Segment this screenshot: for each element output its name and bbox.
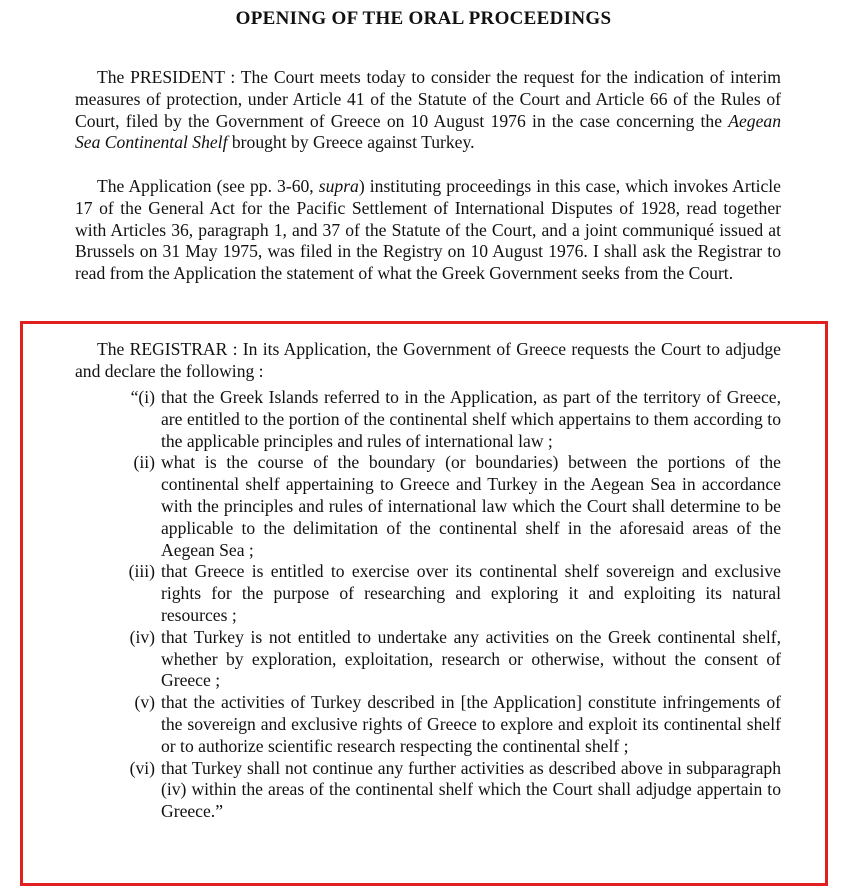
- item-text: that Greece is entitled to exercise over its continental shelf sovereign and exclusive rights for the purpose of researching and exploring it and exploiting its natural resources ;: [161, 561, 781, 625]
- paragraph-text: The Application (see pp. 3-60,: [97, 176, 319, 196]
- item-number: “(i): [130, 387, 155, 407]
- paragraph-text: The Court meets today to consider the request for the indication of interim measures of protection, under Article 41 of the Statute of the Court and Article 66 of the Rules of Court, filed by the Government of Greece on 10 August 1976 in the case concerning the: [75, 67, 781, 131]
- list-item: [75, 561, 781, 626]
- item-number: (v): [134, 692, 155, 713]
- request-list: [75, 387, 781, 823]
- item-number: (ii): [133, 452, 155, 473]
- speaker-registrar: The REGISTRAR :: [97, 339, 238, 359]
- case-title: Aegean Sea Continental Shelf: [75, 110, 781, 153]
- item-text: that the Greek Islands referred to in the Application, as part of the territory of Greece, are entitled to the portion of the continental shelf which appertains to them according to the applicable principles and rules of international law ;: [161, 387, 781, 451]
- list-item: [75, 452, 781, 561]
- item-text: that the activities of Turkey described in [the Application] constitute infringements of the sovereign and exclusive rights of Greece to explore and exploit its continental shelf or to authorize scientific research respecting the continental shelf ;: [161, 692, 781, 756]
- item-text: that Turkey is not entitled to undertake any activities on the Greek continental shelf, whether by exploration, exploitation, research or otherwise, without the consent of Greece ;: [161, 626, 781, 691]
- list-item: [75, 387, 781, 452]
- application-paragraph: [75, 176, 781, 317]
- list-item: [75, 627, 781, 692]
- supra-reference: supra: [318, 176, 359, 196]
- item-number: (iii): [128, 561, 155, 582]
- registrar-paragraph: [75, 339, 781, 383]
- section-heading: OPENING OF THE ORAL PROCEEDINGS: [235, 8, 612, 29]
- paragraph-text: In its Application, the Government of Greece requests the Court to adjudge and declare the following :: [75, 339, 781, 381]
- paragraph-text: brought by Greece against Turkey.: [227, 132, 475, 153]
- item-number: (vi): [129, 757, 155, 778]
- list-item: [75, 758, 781, 823]
- item-number: (iv): [129, 626, 155, 647]
- item-text: what is the course of the boundary (or boundaries) between the portions of the continental shelf appertaining to Greece and Turkey in the Aegean Sea in accordance with the principles and rules of international law which the Court shall determine to be applicable to the delimitation of the continental shelf in the aforesaid areas of the Aegean Sea ;: [161, 452, 781, 560]
- item-text: that Turkey shall not continue any further activities as described above in subparagraph (iv) within the areas of the continental shelf which the Court shall adjudge appertain to Greece.”: [161, 757, 781, 822]
- president-paragraph: [75, 67, 781, 154]
- speaker-president: The PRESIDENT :: [97, 67, 236, 87]
- list-item: [75, 692, 781, 757]
- paragraph-text: ) instituting proceedings in this case, which invokes Article 17 of the General Act for the Pacific Settlement of International Disputes of 1928, read together with Articles 36, paragraph 1, and 37 of the Statute of the Court, and a joint communiqué issued at Brussels on 31 May 1975, was filed in the Registry on 10 August 1976. I shall ask the Registrar to read from the Application the statement of what the Greek Government seeks from the Court.: [75, 176, 781, 284]
